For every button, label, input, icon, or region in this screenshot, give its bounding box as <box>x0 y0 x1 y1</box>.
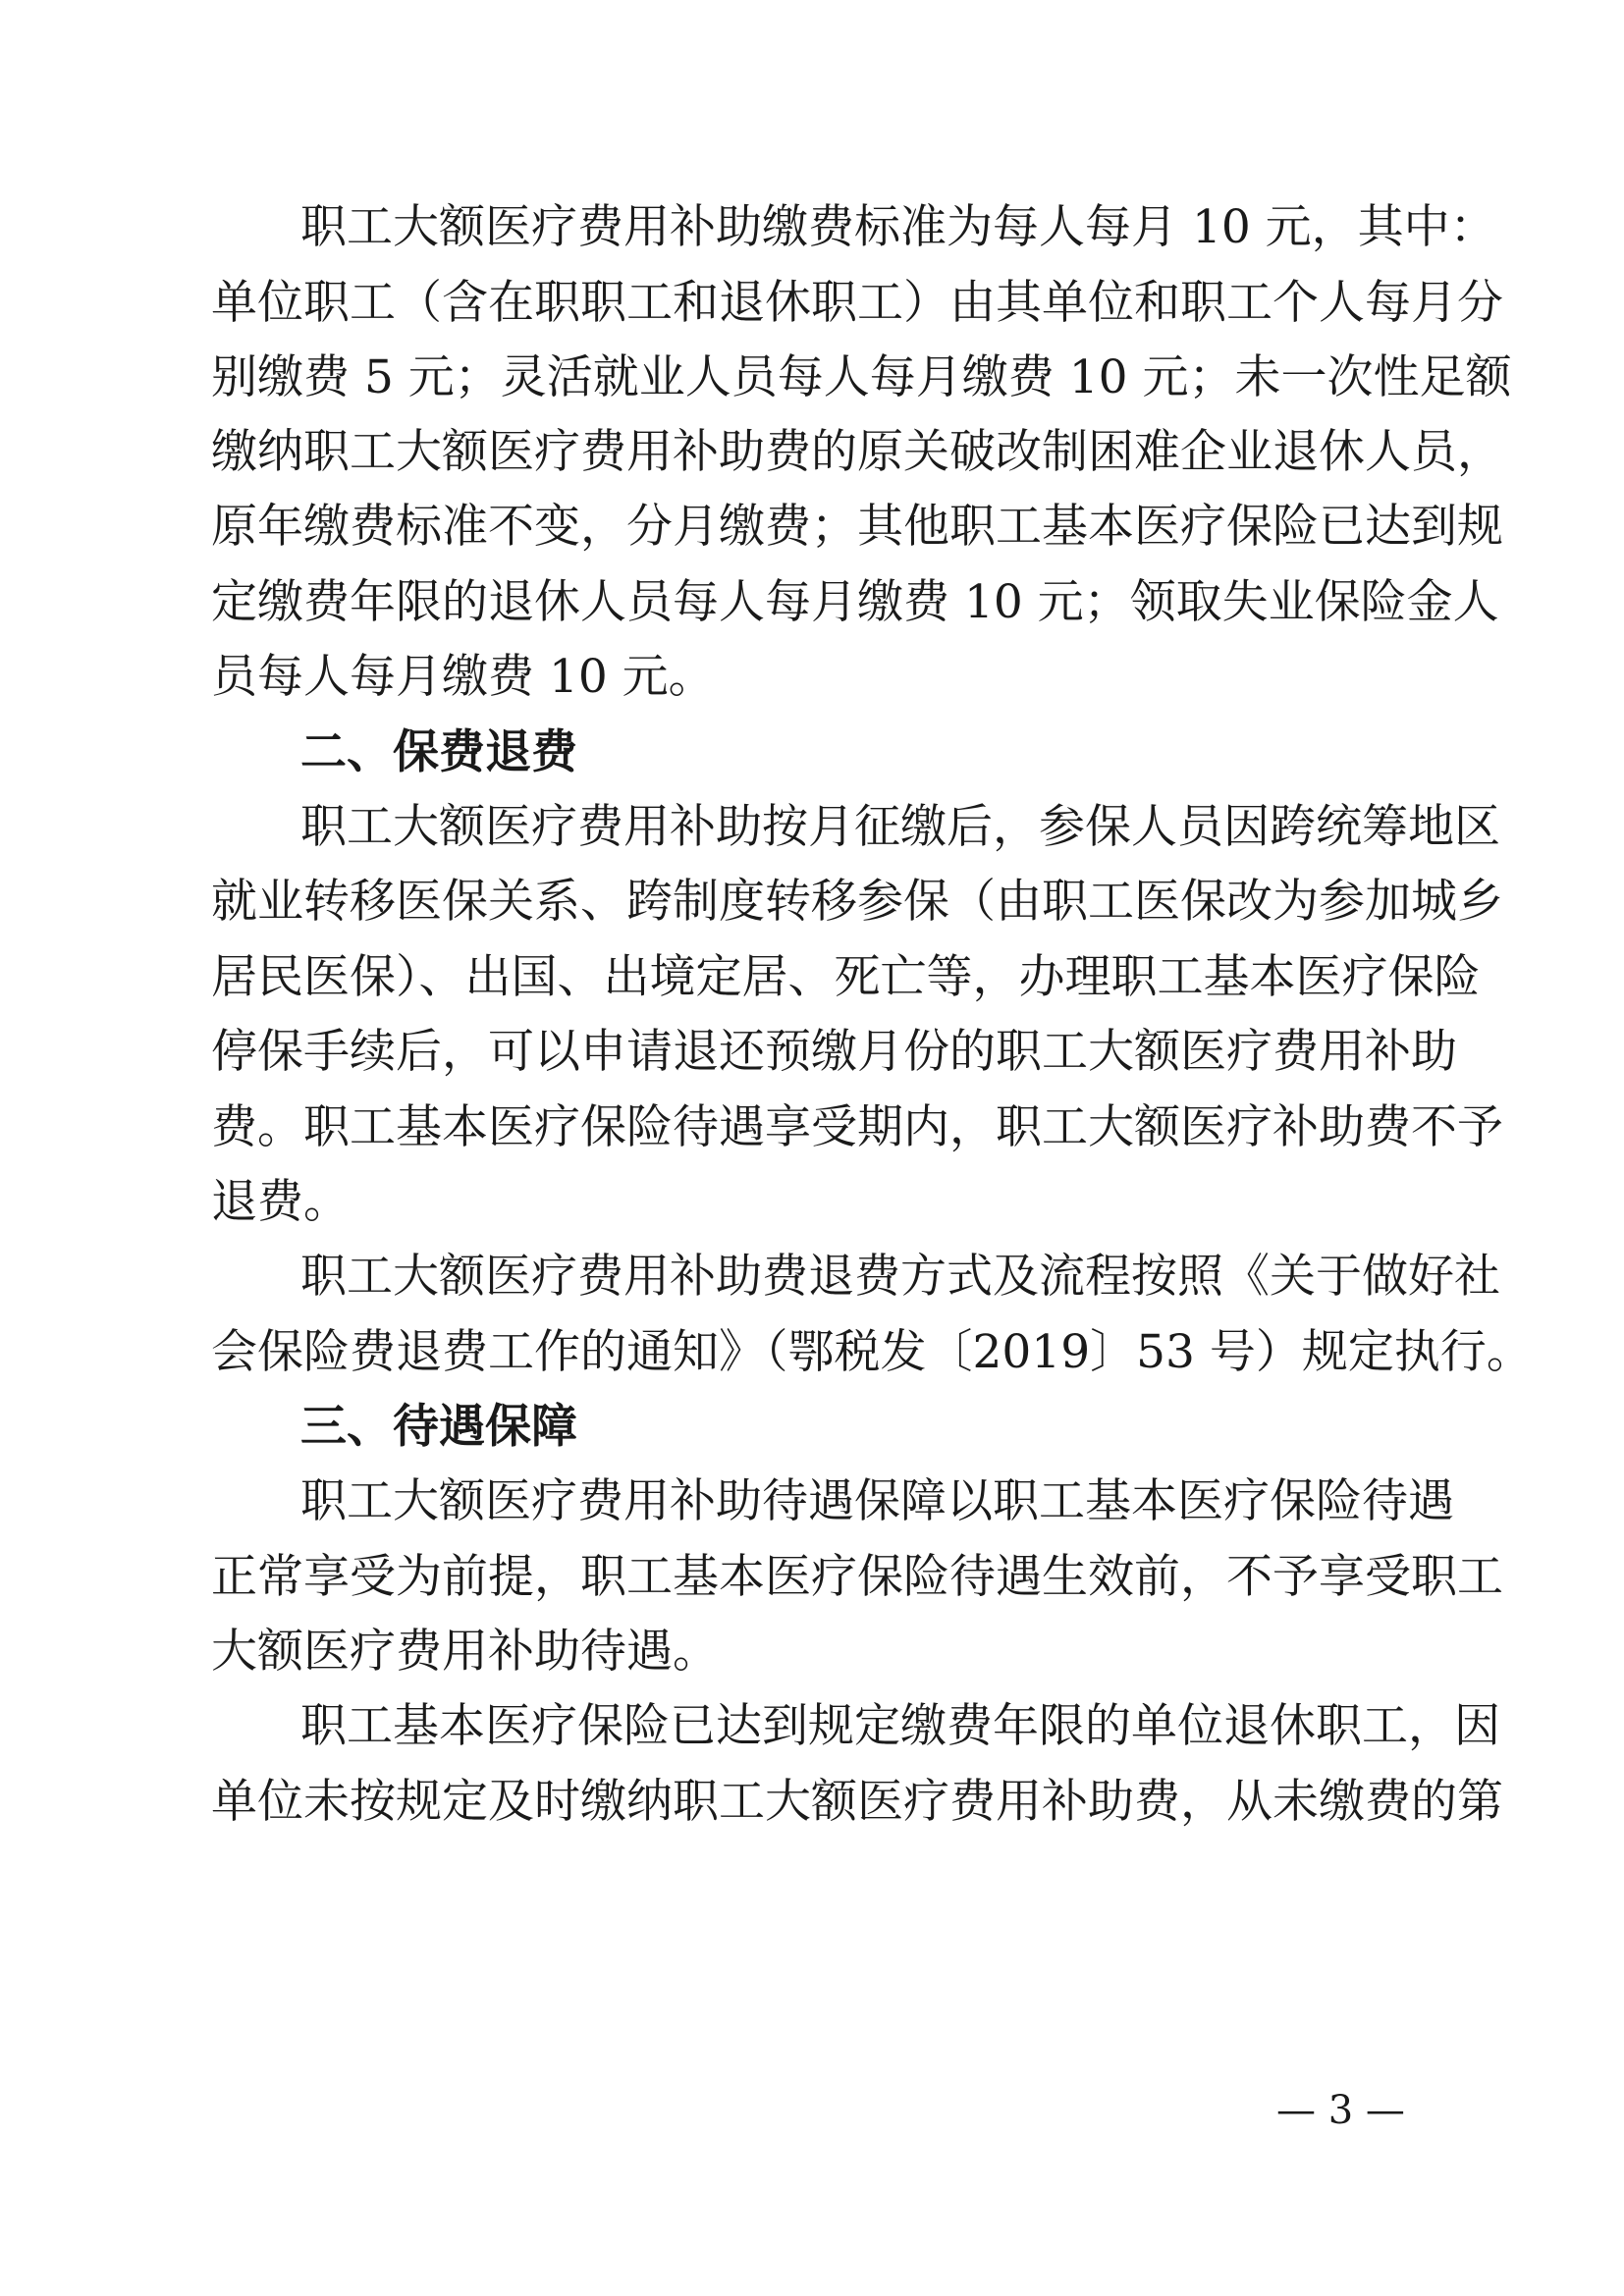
paragraph-line: 居民医保）、出国、出境定居、死亡等，办理职工基本医疗保险 <box>211 950 1481 1004</box>
paragraph-line: 大额医疗费用补助待遇。 <box>211 1625 719 1679</box>
paragraph-line: 别缴费 5 元；灵活就业人员每人每月缴费 10 元；未一次性足额 <box>211 350 1512 404</box>
paragraph-line: 单位未按规定及时缴纳职工大额医疗费用补助费，从未缴费的第 <box>211 1775 1503 1829</box>
paragraph-line: 员每人每月缴费 10 元。 <box>211 650 715 704</box>
paragraph-line: 就业转移医保关系、跨制度转移参保（由职工医保改为参加城乡 <box>211 875 1503 929</box>
page-number: — 3 — <box>1276 2088 1405 2133</box>
paragraph-line: 会保险费退费工作的通知》（鄂税发〔2019〕53 号）规定执行。 <box>211 1325 1533 1379</box>
paragraph-line: 定缴费年限的退休人员每人每月缴费 10 元；领取失业保险金人 <box>211 575 1499 629</box>
section-heading: 二、保费退费 <box>300 725 577 779</box>
paragraph-line: 职工基本医疗保险已达到规定缴费年限的单位退休职工，因 <box>300 1699 1500 1753</box>
paragraph-line: 原年缴费标准不变，分月缴费；其他职工基本医疗保险已达到规 <box>211 500 1503 554</box>
paragraph-line: 缴纳职工大额医疗费用补助费的原关破改制困难企业退休人员， <box>211 425 1503 479</box>
paragraph-line: 退费。 <box>211 1175 350 1229</box>
paragraph-line: 停保手续后，可以申请退还预缴月份的职工大额医疗费用补助 <box>211 1025 1457 1079</box>
paragraph-line: 职工大额医疗费用补助缴费标准为每人每月 10 元，其中： <box>300 200 1496 254</box>
paragraph-line: 职工大额医疗费用补助按月征缴后，参保人员因跨统筹地区 <box>300 800 1500 854</box>
paragraph-line: 职工大额医疗费用补助费退费方式及流程按照《关于做好社 <box>300 1250 1500 1304</box>
paragraph-line: 职工大额医疗费用补助待遇保障以职工基本医疗保险待遇 <box>300 1474 1454 1528</box>
section-heading: 三、待遇保障 <box>300 1400 577 1454</box>
paragraph-line: 费。职工基本医疗保险待遇享受期内，职工大额医疗补助费不予 <box>211 1100 1503 1154</box>
paragraph-line: 正常享受为前提，职工基本医疗保险待遇生效前，不予享受职工 <box>211 1550 1503 1604</box>
paragraph-line: 单位职工（含在职职工和退休职工）由其单位和职工个人每月分 <box>211 276 1503 330</box>
